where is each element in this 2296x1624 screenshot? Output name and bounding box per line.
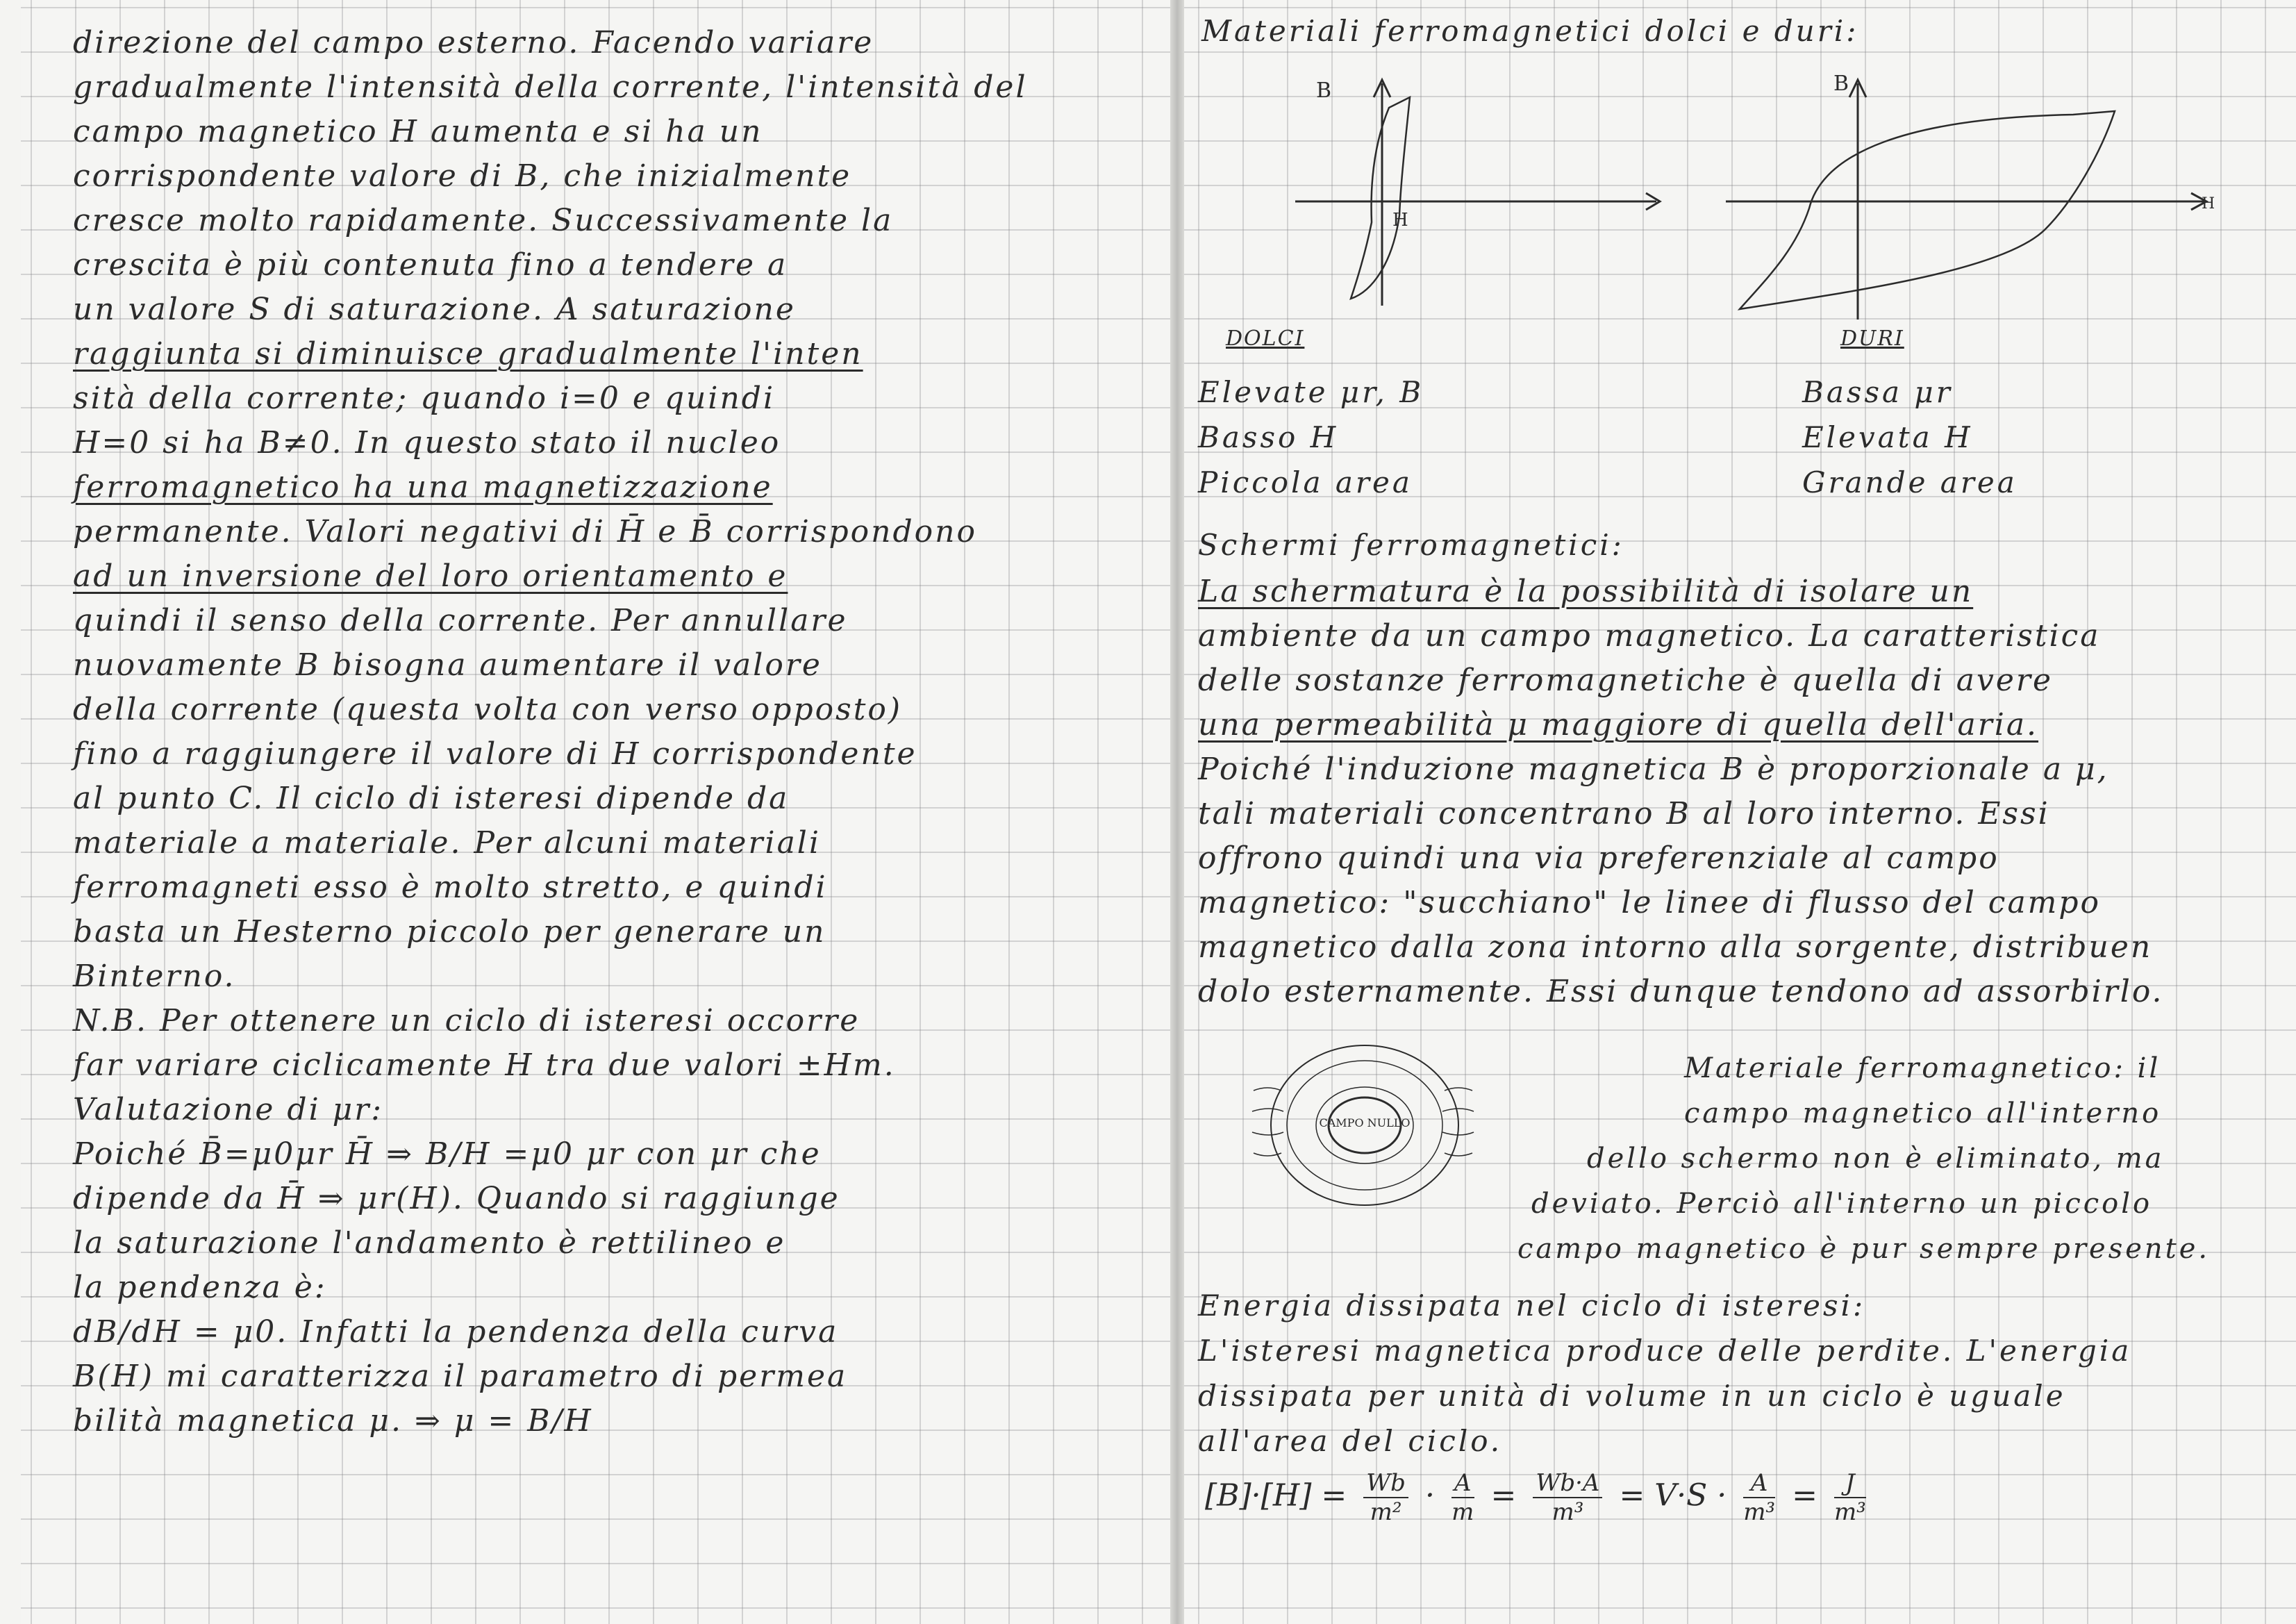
text-line: tali materiali concentrano B al loro interno. Essi [1198,796,2050,831]
text-line: ferromagnetico ha una magnetizzazione [73,470,773,505]
text-line: delle sostanze ferromagnetiche è quella di avere [1198,663,2053,698]
frac-num: A [1743,1469,1775,1498]
text-line: far variare ciclicamente H tra due valori ±Hm. [73,1047,896,1083]
text-line: crescita è più contenuta fino a tendere a [73,247,788,283]
energy-line: dissipata per unità di volume in un ciclo è uguale [1198,1379,2066,1413]
text-line: Poiché l'induzione magnetica B è proporzionale a μ, [1198,752,2109,787]
hard-prop: Elevata H [1802,420,1973,454]
materials-heading: Materiali ferromagnetici dolci e duri: [1201,14,1859,48]
hard-prop: Bassa μr [1802,375,1953,409]
text-line: offrono quindi una via preferenziale al campo [1198,840,1999,876]
shield-caption-line: deviato. Perciò all'interno un piccolo [1531,1188,2153,1220]
text-line: campo magnetico H aumenta e si ha un [73,114,763,149]
soft-prop: Elevate μr, B [1198,375,1424,409]
energy-line: L'isteresi magnetica produce delle perdite. L'energia [1198,1334,2132,1368]
fraction [1533,1469,1602,1526]
left-page-text [73,21,1170,1443]
units-equation [1205,1469,1873,1526]
soft-prop: Basso H [1198,420,1339,454]
soft-graph-x-label: H [1392,210,1408,231]
text-line: dolo esternamente. Essi dunque tendono ad assorbirlo. [1198,974,2164,1009]
hard-graph-y-label: B [1833,72,1849,96]
text-line: ferromagneti esso è molto stretto, e quindi [73,870,828,905]
energy-heading: Energia dissipata nel ciclo di isteresi: [1198,1289,1866,1323]
frac-den: m³ [1552,1498,1584,1526]
shields-heading: Schermi ferromagnetici: [1198,528,1624,562]
text-line: raggiunta si diminuisce gradualmente l'inten [73,336,863,372]
soft-title: DOLCI [1226,326,1305,351]
notebook-gutter [1170,0,1184,1624]
frac-den: m³ [1833,1498,1866,1526]
hard-title: DURI [1840,326,1904,351]
text-line: corrispondente valore di B, che inizialmente [73,158,852,194]
hard-graph-x-label: H [2202,195,2215,213]
text-line: bilità magnetica μ. ⇒ μ = B/H [73,1403,593,1439]
shield-figure-label: CAMPO NULLO [1319,1116,1411,1129]
shield-caption-line: Materiale ferromagnetico: il [1684,1052,2161,1084]
eq-op: · [1424,1477,1435,1514]
text-line: la saturazione l'andamento è rettilineo e [73,1225,786,1261]
eq-op: = [1792,1477,1817,1514]
shield-caption-line: campo magnetico all'interno [1684,1097,2162,1129]
frac-num: J [1834,1469,1866,1498]
text-line: la pendenza è: [73,1270,327,1305]
soft-graph-y-label: B [1316,78,1332,103]
fraction [1363,1469,1408,1526]
text-line: La schermatura è la possibilità di isolare un [1198,574,1974,609]
text-line: materiale a materiale. Per alcuni materiali [73,825,821,861]
frac-den: m [1451,1498,1474,1526]
hard-prop: Grande area [1802,465,2018,499]
fraction [1451,1469,1474,1526]
text-line: direzione del campo esterno. Facendo variare [73,25,874,60]
text-line: ad un inversione del loro orientamento e [73,558,788,594]
shields-text [1198,570,2281,1014]
text-line: fino a raggiungere il valore di H corrispondente [73,736,917,772]
text-line: Binterno. [73,959,236,994]
fraction [1743,1469,1775,1526]
frac-num: Wb·A [1533,1469,1602,1498]
text-line: dB/dH = μ0. Infatti la pendenza della curva [73,1314,839,1350]
left-page [21,0,1170,1624]
text-line: al punto C. Il ciclo di isteresi dipende da [73,781,790,816]
text-line: magnetico dalla zona intorno alla sorgente, distribuen [1198,929,2153,965]
energy-line: all'area del ciclo. [1198,1424,1503,1458]
text-line: una permeabilità μ maggiore di quella dell'aria. [1198,707,2039,743]
eq-op: = [1490,1477,1517,1514]
text-line: sità della corrente; quando i=0 e quindi [73,381,776,416]
frac-den: m³ [1743,1498,1776,1526]
text-line: permanente. Valori negativi di H̄ e B̄ corrispondono [73,514,977,549]
right-page [1184,0,2296,1624]
shield-caption-line: campo magnetico è pur sempre presente. [1517,1233,2211,1265]
text-line: cresce molto rapidamente. Successivamente la [73,203,894,238]
text-line: ambiente da un campo magnetico. La caratteristica [1198,618,2101,654]
shield-caption-line: dello schermo non è eliminato, ma [1587,1143,2165,1175]
soft-prop: Piccola area [1198,465,1413,499]
frac-num: A [1451,1469,1474,1498]
text-line: nuovamente B bisogna aumentare il valore [73,647,822,683]
soft-hysteresis-graph [1288,69,1705,326]
fraction [1834,1469,1866,1526]
text-line: basta un Hesterno piccolo per generare un [73,914,826,950]
shield-figure [1247,1035,1483,1223]
hard-hysteresis-graph [1712,69,2215,326]
text-line: magnetico: "succhiano" le linee di flusso del campo [1198,885,2102,920]
text-line: dipende da H̄ ⇒ μr(H). Quando si raggiunge [73,1181,840,1216]
text-line: un valore S di saturazione. A saturazione [73,292,796,327]
text-line: Poiché B̄=μ0μr H̄ ⇒ B/H =μ0 μr con μr che [73,1136,822,1172]
frac-num: Wb [1363,1469,1408,1498]
eq-lhs: [B]·[H] = [1205,1477,1347,1514]
text-line: H=0 si ha B≠0. In questo stato il nucleo [73,425,781,461]
text-line: quindi il senso della corrente. Per annullare [73,603,848,638]
frac-den: m² [1370,1498,1402,1526]
eq-op: = V·S · [1619,1477,1727,1514]
text-line: B(H) mi caratterizza il parametro di permea [73,1359,848,1394]
text-line: gradualmente l'intensità della corrente, l'intensità del [73,69,1028,105]
text-line: della corrente (questa volta con verso opposto) [73,692,903,727]
text-line: Valutazione di μr: [73,1092,384,1127]
text-line: N.B. Per ottenere un ciclo di isteresi occorre [73,1003,860,1038]
